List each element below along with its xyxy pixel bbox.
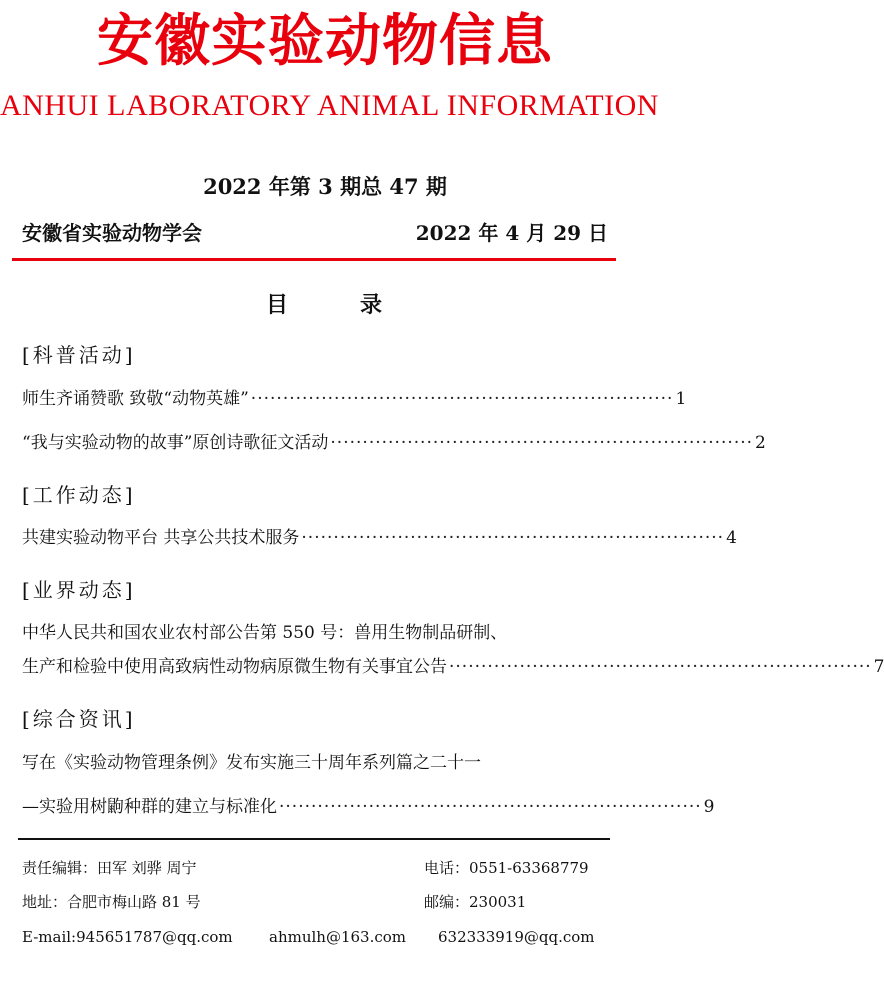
toc-leader-dots: ·································································· — [330, 433, 754, 453]
toc-entry[interactable] — [22, 654, 884, 680]
toc-entry[interactable] — [22, 430, 766, 456]
toc-leader-dots: ·································································· — [301, 528, 725, 548]
toc-section-heading: [业界动态] — [22, 578, 136, 602]
toc-section-heading: [科普活动] — [22, 343, 136, 367]
toc-leader-dots: ·································································· — [279, 797, 702, 817]
footer-email-1[interactable]: E-mail:945651787@qq.com — [22, 928, 233, 946]
toc-entry-line1[interactable]: 中华人民共和国农业农村部公告第 550 号：兽用生物制品研制、 — [22, 623, 508, 643]
footer-phone: 电话：0551-63368779 — [424, 859, 589, 877]
toc-title-char: 录 — [360, 292, 385, 318]
masthead-title-cn: 安徽实验动物信息 — [97, 9, 553, 74]
toc-entry-page: 4 — [726, 528, 737, 548]
footer-postcode: 邮编：230031 — [424, 893, 527, 911]
publication-date: 2022 年 4 月 29 日 — [415, 221, 608, 245]
toc-leader-dots: ·································································· — [449, 657, 872, 677]
toc-title-char: 目 — [265, 292, 290, 318]
masthead-title-en: ANHUI LABORATORY ANIMAL INFORMATION — [0, 89, 659, 122]
toc-entry-title: —实验用树鼩种群的建立与标准化 — [22, 797, 277, 817]
issue-number: 2022 年第 3 期总 47 期 — [203, 174, 447, 199]
footer-editors: 责任编辑：田军 刘骅 周宁 — [22, 859, 197, 877]
toc-entry-title: 生产和检验中使用高致病性动物病原微生物有关事宜公告 — [22, 657, 447, 677]
toc-entry-line1[interactable]: 写在《实验动物管理条例》发布实施三十周年系列篇之二十一 — [22, 753, 481, 773]
footer-address: 地址：合肥市梅山路 81 号 — [22, 893, 201, 911]
toc-section-heading: [工作动态] — [22, 483, 136, 507]
publisher-name: 安徽省实验动物学会 — [22, 221, 202, 245]
toc-title — [0, 290, 650, 320]
toc-entry-title: 共建实验动物平台 共享公共技术服务 — [22, 528, 300, 548]
toc-section-heading: [综合资讯] — [22, 707, 136, 731]
toc-entry-title: 师生齐诵赞歌 致敬“动物英雄” — [22, 389, 249, 409]
toc-entry-page: 9 — [703, 797, 715, 817]
toc-entry-title: “我与实验动物的故事”原创诗歌征文活动 — [22, 433, 329, 453]
toc-entry-page: 7 — [873, 657, 884, 677]
footer-email-2[interactable]: ahmulh@163.com — [269, 928, 406, 946]
toc-entry[interactable] — [22, 525, 737, 551]
toc-leader-dots: ·································································· — [250, 389, 674, 409]
footer-email-3[interactable]: 632333919@qq.com — [438, 928, 595, 946]
toc-entry-page: 1 — [675, 389, 687, 409]
toc-entry-page: 2 — [755, 433, 766, 453]
toc-entry[interactable] — [22, 794, 715, 820]
toc-entry[interactable] — [22, 386, 687, 412]
footer-divider — [18, 838, 610, 840]
header-divider — [12, 258, 616, 261]
